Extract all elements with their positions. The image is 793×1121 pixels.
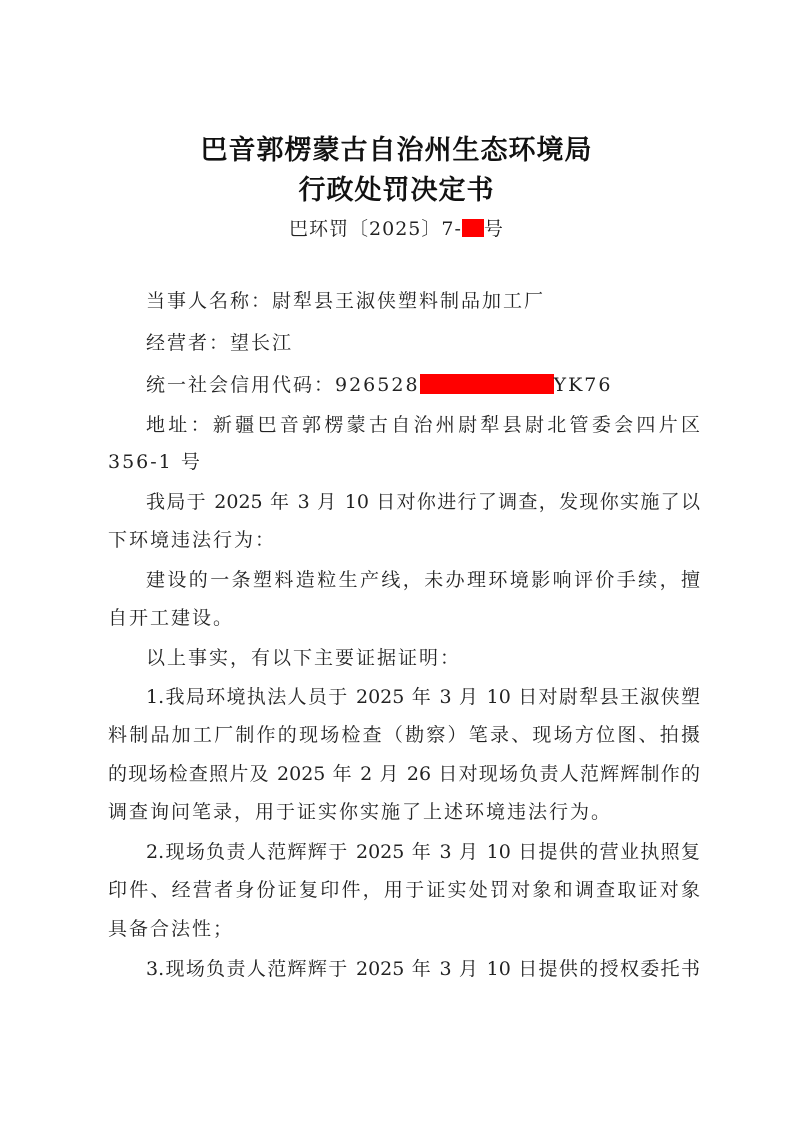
- address-line-2: 356-1 号: [108, 451, 202, 473]
- evidence-2-line-1: 2.现场负责人范辉辉于 2025 年 3 月 10 日提供的营业执照复: [146, 841, 700, 863]
- document-type-title: 行政处罚决定书: [298, 175, 495, 206]
- issuing-authority-title: 巴音郭楞蒙古自治州生态环境局: [200, 135, 593, 166]
- credit-code: [146, 370, 612, 397]
- findings-para-2-line-1: 建设的一条塑料造粒生产线，未办理环境影响评价手续，擅: [146, 569, 700, 591]
- redaction-block: [420, 374, 554, 394]
- address-line-1: 地址：新疆巴音郭楞蒙古自治州尉犁县尉北管委会四片区: [146, 414, 700, 436]
- document-number-suffix: 号: [483, 218, 504, 240]
- document-number-prefix: 巴环罚〔2025〕7-: [289, 218, 462, 240]
- operator: 经营者：望长江: [146, 332, 294, 354]
- findings-para-2-line-2: 自开工建设。: [108, 607, 235, 629]
- evidence-2-line-3: 具备合法性；: [108, 918, 235, 940]
- credit-code-prefix: 统一社会信用代码：926528: [146, 374, 420, 396]
- evidence-1-line-4: 调查询问笔录，用于证实你实施了上述环境违法行为。: [108, 801, 613, 823]
- evidence-3-line-1: 3.现场负责人范辉辉于 2025 年 3 月 10 日提供的授权委托书: [146, 958, 700, 980]
- evidence-1-line-3: 的现场检查照片及 2025 年 2 月 26 日对现场负责人范辉辉制作的: [108, 763, 700, 785]
- evidence-1-line-1: 1.我局环境执法人员于 2025 年 3 月 10 日对尉犁县王淑侠塑: [146, 686, 700, 708]
- findings-para-1-line-1: 我局于 2025 年 3 月 10 日对你进行了调查，发现你实施了以: [146, 491, 700, 513]
- findings-para-1-line-2: 下环境违法行为：: [108, 529, 277, 551]
- evidence-1-line-2: 料制品加工厂制作的现场检查（勘察）笔录、现场方位图、拍摄: [108, 724, 700, 746]
- document-number: [0, 214, 793, 241]
- evidence-intro: 以上事实，有以下主要证据证明：: [146, 647, 462, 669]
- evidence-2-line-2: 印件、经营者身份证复印件，用于证实处罚对象和调查取证对象: [108, 879, 700, 901]
- redaction-block: [462, 219, 484, 237]
- credit-code-suffix: YK76: [553, 374, 613, 396]
- party-name: 当事人名称：尉犁县王淑侠塑料制品加工厂: [146, 290, 546, 312]
